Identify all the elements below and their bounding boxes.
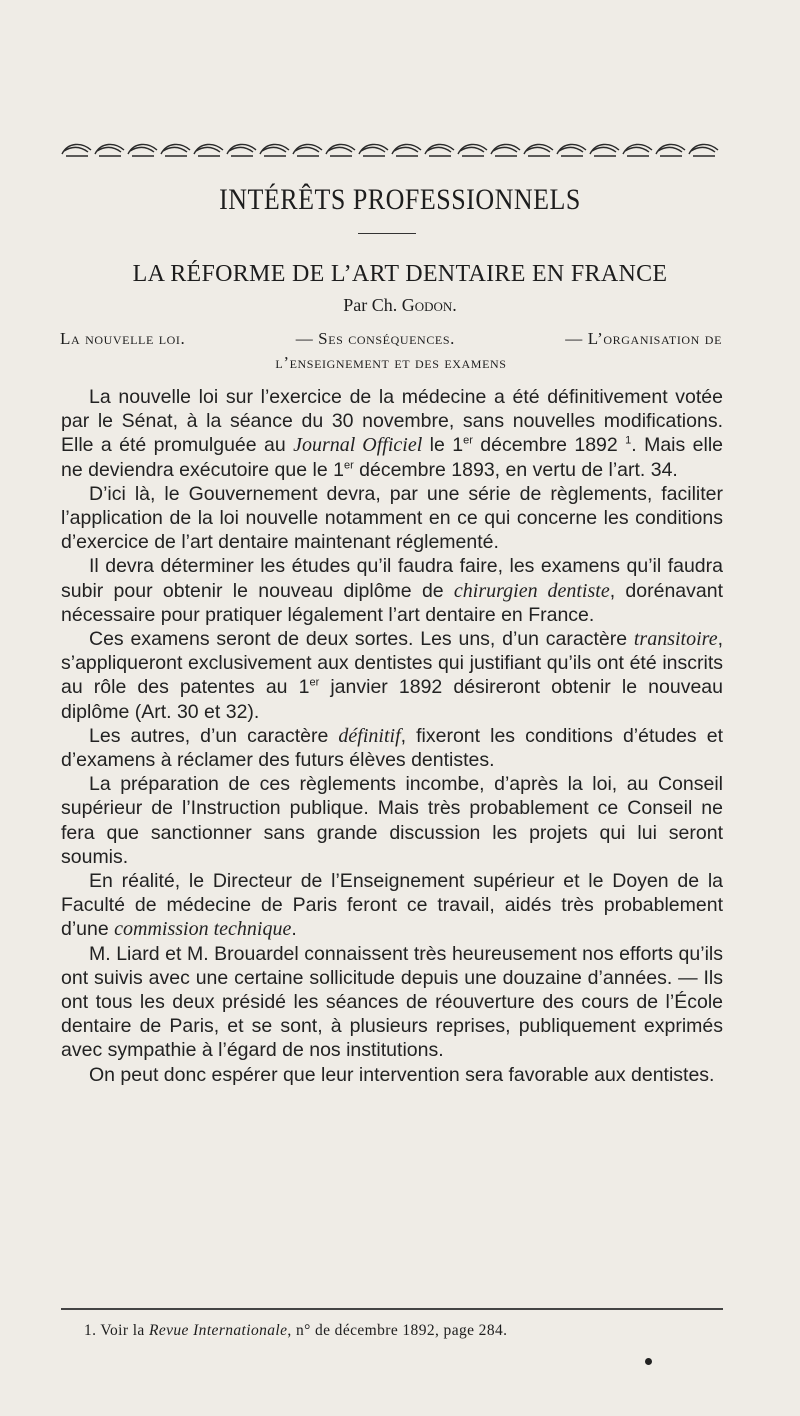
italic-run: Revue Internationale: [148, 1322, 288, 1339]
footnote: [84, 1322, 724, 1340]
paragraph-7: [61, 869, 723, 942]
ornament-motif: [524, 144, 553, 156]
italic-run: transitoire: [633, 628, 718, 651]
italic-run: chirurgien dentiste: [453, 579, 610, 602]
subtitle-part-1: La nouvelle loi.: [60, 329, 186, 348]
ornament-motif: [62, 144, 91, 156]
byline-prefix: Par Ch.: [343, 295, 402, 315]
italic-run: Journal Officiel: [293, 434, 423, 457]
section-title: INTÉRÊTS PROFESSIONNELS: [219, 182, 581, 217]
ornament-motif: [95, 144, 124, 156]
footnote-divider: [61, 1308, 723, 1310]
ornament-motif: [557, 144, 586, 156]
text-run: En réalité, le Directeur de l’Enseignement supérieur et le Doyen de la Faculté de médecine de Paris feront ce travail, aidés très probablement d’une: [61, 870, 723, 941]
ornament-motif: [458, 144, 487, 156]
footnote-marker: 1: [625, 434, 632, 447]
text-run: le 1: [422, 434, 464, 457]
paragraph-3: [61, 554, 723, 627]
ornament-motif: [293, 144, 322, 156]
ornament-motif: [161, 144, 190, 156]
ornament-motif: [656, 144, 685, 156]
text-run: Il devra déterminer les études qu’il faudra faire, les examens qu’il faudra subir pour obtenir le nouveau diplôme de: [61, 555, 723, 602]
text-run: , n° de décembre 1892, page 284.: [287, 1322, 508, 1339]
paragraph-1: [61, 385, 723, 482]
text-run: 1. Voir la: [84, 1322, 149, 1339]
text-run: janvier 1892 désireront obtenir le nouveau diplôme (Art. 30 et 32).: [61, 676, 723, 723]
italic-run: commission technique: [114, 918, 292, 941]
ornament-motif: [194, 144, 223, 156]
subtitle-line-2: l’enseignement et des examens: [275, 353, 507, 372]
paragraph-6: La préparation de ces règlements incombe, d’après la loi, au Conseil supérieur de l’Instruction publique. Mais très probablement ce Conseil ne fera que sanctionner sans grande discussion les projets qui lui seront soumis.: [61, 773, 723, 868]
byline: [0, 295, 800, 316]
article-body: [61, 385, 723, 1087]
text-run: , fixeront les conditions d’études et d’examens à réclamer des futurs élèves dentistes.: [61, 724, 723, 772]
ornament-motif: [623, 144, 652, 156]
subtitle-part-3: — L’organisation de: [565, 329, 722, 348]
ornament-motif: [359, 144, 388, 156]
byline-author: Godon.: [401, 295, 457, 315]
text-run: décembre 1893, en vertu de l’art. 34.: [353, 458, 678, 481]
article-subtitle: [60, 327, 722, 375]
ornament-motif: [227, 144, 256, 156]
ornament-motif: [260, 144, 289, 156]
superscript: er: [343, 459, 354, 472]
article-title: LA RÉFORME DE L’ART DENTAIRE EN FRANCE: [132, 261, 668, 287]
text-run: , s’appliqueront exclusivement aux dentistes qui justifiant qu’ils ont été inscrits au rôle des patentes au 1: [61, 628, 723, 699]
paragraph-2: D’ici là, le Gouvernement devra, par une série de règlements, faciliter l’application de la loi nouvelle notamment en ce qui concerne les conditions d’exercice de l’art dentaire maintenant réglementé.: [61, 482, 723, 554]
ornament-motif: [590, 144, 619, 156]
title-divider: [358, 233, 416, 234]
ornament-motif: [425, 144, 454, 156]
paragraph-9: On peut donc espérer que leur intervention sera favorable aux dentistes.: [89, 1063, 715, 1086]
ornament-motif: [128, 144, 157, 156]
ornament-motif: [689, 144, 718, 156]
ornament-motif: [491, 144, 520, 156]
subtitle-part-2: — Ses conséquences.: [295, 329, 455, 348]
text-run: Les autres, d’un caractère: [89, 724, 339, 747]
superscript: er: [463, 434, 473, 447]
paragraph-5: [61, 724, 723, 772]
text-run: , dorénavant nécessaire pour pratiquer légalement l’art dentaire en France.: [61, 579, 723, 626]
italic-run: définitif: [338, 724, 401, 747]
decorative-ornament-band: [60, 138, 720, 162]
text-run: Ces examens seront de deux sortes. Les uns, d’un caractère: [89, 628, 634, 651]
ornament-motif: [326, 144, 355, 156]
ink-dot: [645, 1358, 652, 1365]
text-run: décembre 1892: [472, 434, 626, 457]
text-run: .: [291, 918, 297, 941]
superscript: er: [309, 676, 320, 689]
text-run: La nouvelle loi sur l’exercice de la médecine a été définitivement votée par le Sénat, à la séance du 30 novembre, sans nouvelles modifications. Elle a été promulguée au: [61, 386, 723, 457]
text-run: . Mais elle ne deviendra exécutoire que le 1: [61, 434, 724, 481]
ornament-motif: [392, 144, 421, 156]
paragraph-4: [61, 627, 723, 724]
paragraph-8: M. Liard et M. Brouardel connaissent très heureusement nos efforts qu’ils ont suivis avec une certaine sollicitude depuis une douzaine d’années. — Ils ont tous les deux présidé les séances de réouverture des cours de l’École dentaire de Paris, et se sont, à plusieurs reprises, publiquement exprimés avec sympathie à l’égard de nos institutions.: [61, 942, 723, 1062]
